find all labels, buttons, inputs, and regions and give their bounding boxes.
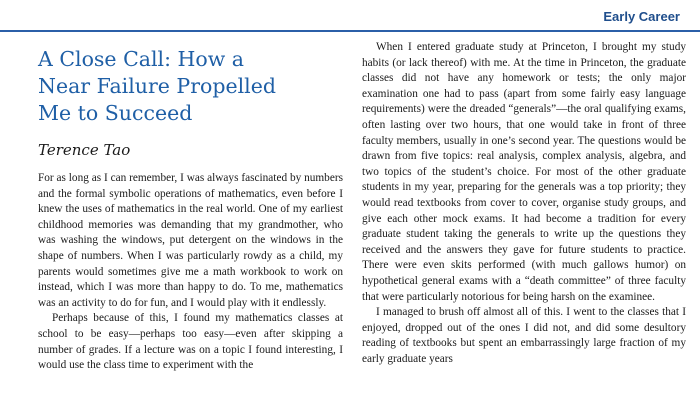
right-column bbox=[362, 40, 686, 367]
body-paragraph: For as long as I can remember, I was always fascinated by numbers and the formal symbolic operations of mathematics, even before I knew the uses of mathematics in the real world. One of my earliest childhood memories was demanding that my grandmother, who was washing the windows, put detergent on the windows in the shape of numbers. When I was particularly rowdy as a child, my parents would sometimes give me a math workbook to work on instead, which I was more than happy to do. To me, mathematics was an activity to do for fun, and I would play with it endlessly. bbox=[38, 172, 343, 309]
header-divider bbox=[0, 30, 700, 32]
body-paragraph: I managed to brush off almost all of this. I went to the classes that I enjoyed, dropped out of the ones I did not, and did some desultory reading of textbooks but spent an embarrassingly large fraction of my early graduate years bbox=[362, 306, 686, 365]
section-label: Early Career bbox=[603, 9, 680, 24]
article-title: A Close Call: How a Near Failure Propelled Me to Succeed bbox=[38, 47, 276, 125]
page-header bbox=[0, 0, 700, 30]
article-author: Terence Tao bbox=[38, 141, 131, 159]
body-paragraph: When I entered graduate study at Princeton, I brought my study habits (or lack thereof) with me. At the time in Princeton, the graduate classes did not have any homework or tests; the only major examination one had to pass (apart from some fairly easy language requirements) were the dreaded “generals”—the oral qualifying exams, often lasting over two hours, that one would take in front of three faculty members, usually in one’s second year. The questions would be drawn from five topics: real analysis, complex analysis, algebra, and two topics of the student’s choice. For most of the other graduate students in my year, preparing for the generals was a top priority; they would read textbooks from cover to cover, organise study groups, and give each other mock exams. It had become a tradition for every graduate student taking the generals to write up the questions they received and the answers they gave for future students to practice. There were even skits performed (with much gallows humor) on hypothetical general exams with a “death committee” of three faculty that were particularly notorious for being harsh on the examinee. bbox=[362, 41, 686, 303]
left-column bbox=[38, 46, 343, 374]
body-paragraph: Perhaps because of this, I found my mathematics classes at school to be easy—perhaps too easy—even after skipping a number of grades. If a lecture was on a topic I found interesting, I would use the class time to experiment with the bbox=[38, 312, 343, 372]
